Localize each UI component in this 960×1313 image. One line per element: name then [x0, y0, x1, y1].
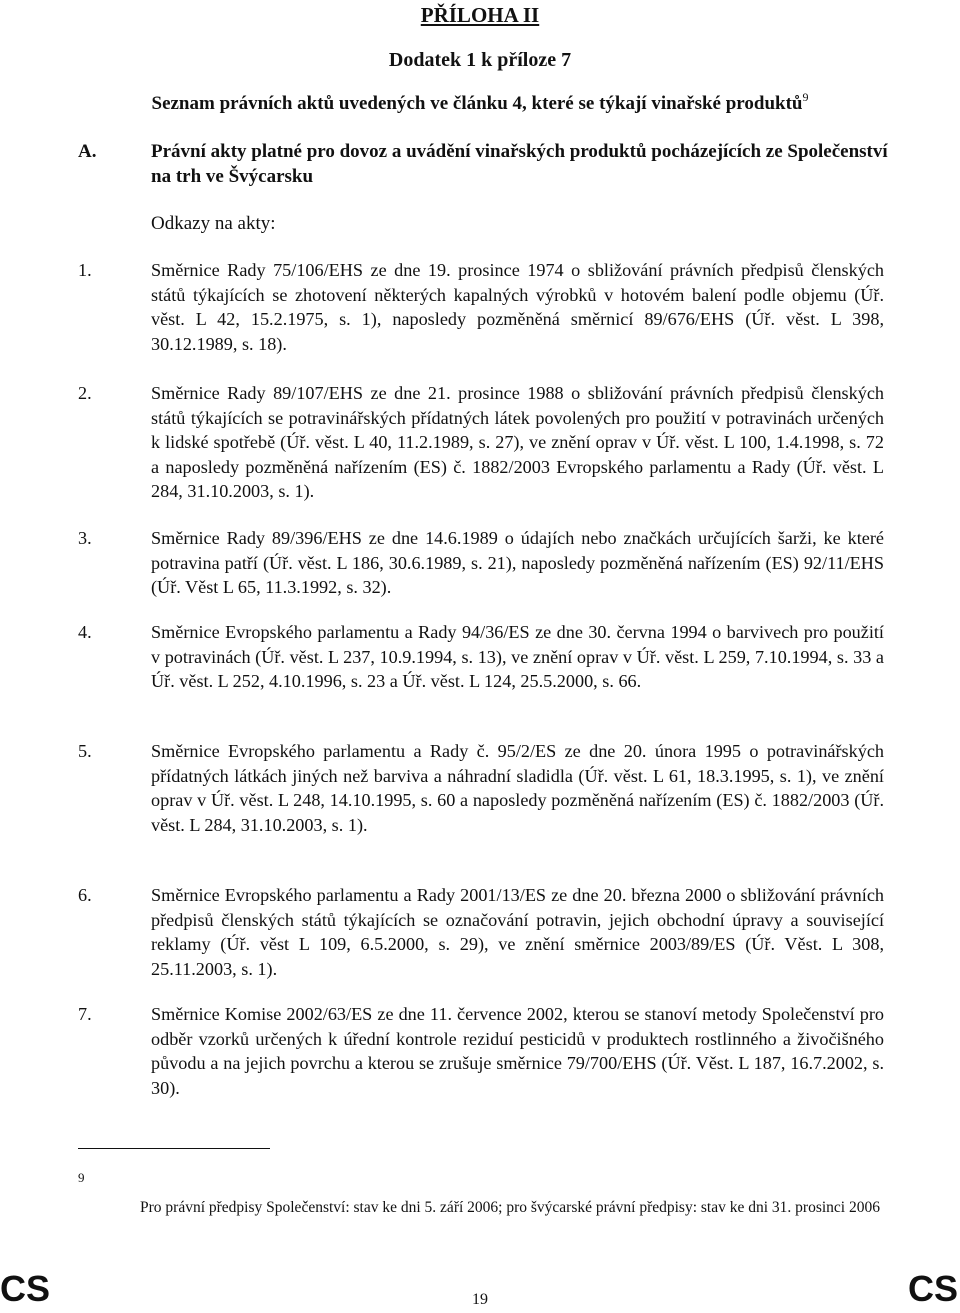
list-title [0, 92, 960, 116]
list-item-number: 1. [78, 260, 92, 280]
footnote-reference: 9 [802, 90, 809, 104]
language-code-right: CS [907, 1268, 958, 1309]
footnote-divider [78, 1148, 270, 1149]
references-label: Odkazy na akty: [151, 213, 276, 234]
list-item-number: 6. [78, 885, 92, 905]
list-item-text: Směrnice Evropského parlamentu a Rady 2001/13/ES ze dne 20. března 2000 o sbližování právních předpisů členských států týkajících se označování potravin, jejich obchodní úpravy a související reklamy (Úř. věst L 109, 6.5.2000, s. 29), ve znění směrnice 2003/89/ES (Úř. Věst. L 308, 25.11.2003, s. 1). [151, 885, 884, 979]
footnote-mark: 9 [78, 1170, 85, 1185]
annex-title: PŘÍLOHA II [420, 3, 540, 27]
section-letter: A. [78, 141, 97, 162]
list-item-text: Směrnice Rady 75/106/EHS ze dne 19. prosince 1974 o sbližování právních předpisů členských států týkajících se zhotovení některých kapalných výrobků v hotovém balení podle objemu (Úř. věst. L 42, 15.2.1975, s. 1), naposledy pozměněná směrnicí 89/676/EHS (Úř. věst. L 398, 30.12.1989, s. 18). [151, 260, 884, 354]
list-item [78, 620, 884, 694]
page-number: 19 [472, 1291, 488, 1308]
list-item [78, 739, 884, 837]
list-item-number: 4. [78, 622, 92, 642]
list-item [78, 1002, 884, 1100]
list-item-text: Směrnice Rady 89/107/EHS ze dne 21. prosince 1988 o sbližování právních předpisů členských států týkajících se potravinářských přídatných látek povolených pro použití v potravinách určených k lidské spotřebě (Úř. věst. L 40, 11.2.1989, s. 27), ve znění oprav v Úř. věst. L 100, 1.4.1998, s. 72 a naposledy pozměněná nařízením (ES) č. 1882/2003 Evropského parlamentu a Rady (Úř. věst. L 284, 31.10.2003, s. 1). [151, 383, 884, 502]
list-item [78, 883, 884, 981]
addendum-title: Dodatek 1 k příloze 7 [388, 49, 572, 71]
list-item-number: 2. [78, 383, 92, 403]
list-item [78, 258, 884, 356]
list-item [78, 381, 884, 504]
list-item-number: 5. [78, 741, 92, 761]
list-item-text: Směrnice Komise 2002/63/ES ze dne 11. července 2002, kterou se stanoví metody Společenství pro odběr vzorků určených k úřední kontrole reziduí pesticidů v produktech rostlinného a živočišného původu a na jejich povrchu a kterou se zrušuje směrnice 79/700/EHS (Úř. Věst. L 187, 16.7.2002, s. 30). [151, 1004, 884, 1098]
language-code-left: CS [0, 1268, 51, 1309]
list-item-text: Směrnice Evropského parlamentu a Rady 94/36/ES ze dne 30. června 1994 o barvivech pro použití v potravinách (Úř. věst. L 237, 10.9.1994, s. 13), ve znění oprav v Úř. věst. L 259, 7.10.1994, s. 33 a Úř. věst. L 252, 4.10.1996, s. 23 a Úř. věst. L 124, 25.5.2000, s. 66. [151, 622, 884, 692]
list-item-number: 7. [78, 1004, 92, 1024]
list-title-text: Seznam právních aktů uvedených ve článku 4, které se týkají vinařské produktů [151, 93, 803, 114]
section-heading [78, 140, 888, 189]
list-item-number: 3. [78, 528, 92, 548]
list-item [78, 526, 884, 600]
list-item-text: Směrnice Evropského parlamentu a Rady č. 95/2/ES ze dne 20. února 1995 o potravinářských přídatných látkách jiných než barviva a náhradní sladidla (Úř. věst. L 61, 18.3.1995, s. 1), ve znění oprav v Úř. věst. L 248, 14.10.1995, s. 60 a naposledy pozměněná nařízením (ES) č. 1882/2003 (Úř. věst. L 284, 31.10.2003, s. 1). [151, 741, 884, 835]
section-title: Právní akty platné pro dovoz a uvádění vinařských produktů pocházejících ze Společenství na trh ve Švýcarsku [151, 141, 888, 187]
list-item-text: Směrnice Rady 89/396/EHS ze dne 14.6.1989 o údajích nebo značkách určujících šarži, ke které potravina patří (Úř. věst. L 186, 30.6.1989, s. 21), naposledy pozměněná nařízením (ES) 92/11/EHS (Úř. Věst L 65, 11.3.1992, s. 32). [151, 528, 884, 598]
footnote-text: Pro právní předpisy Společenství: stav ke dni 5. září 2006; pro švýcarské právní předpisy: stav ke dni 31. prosinci 2006 [140, 1199, 880, 1216]
